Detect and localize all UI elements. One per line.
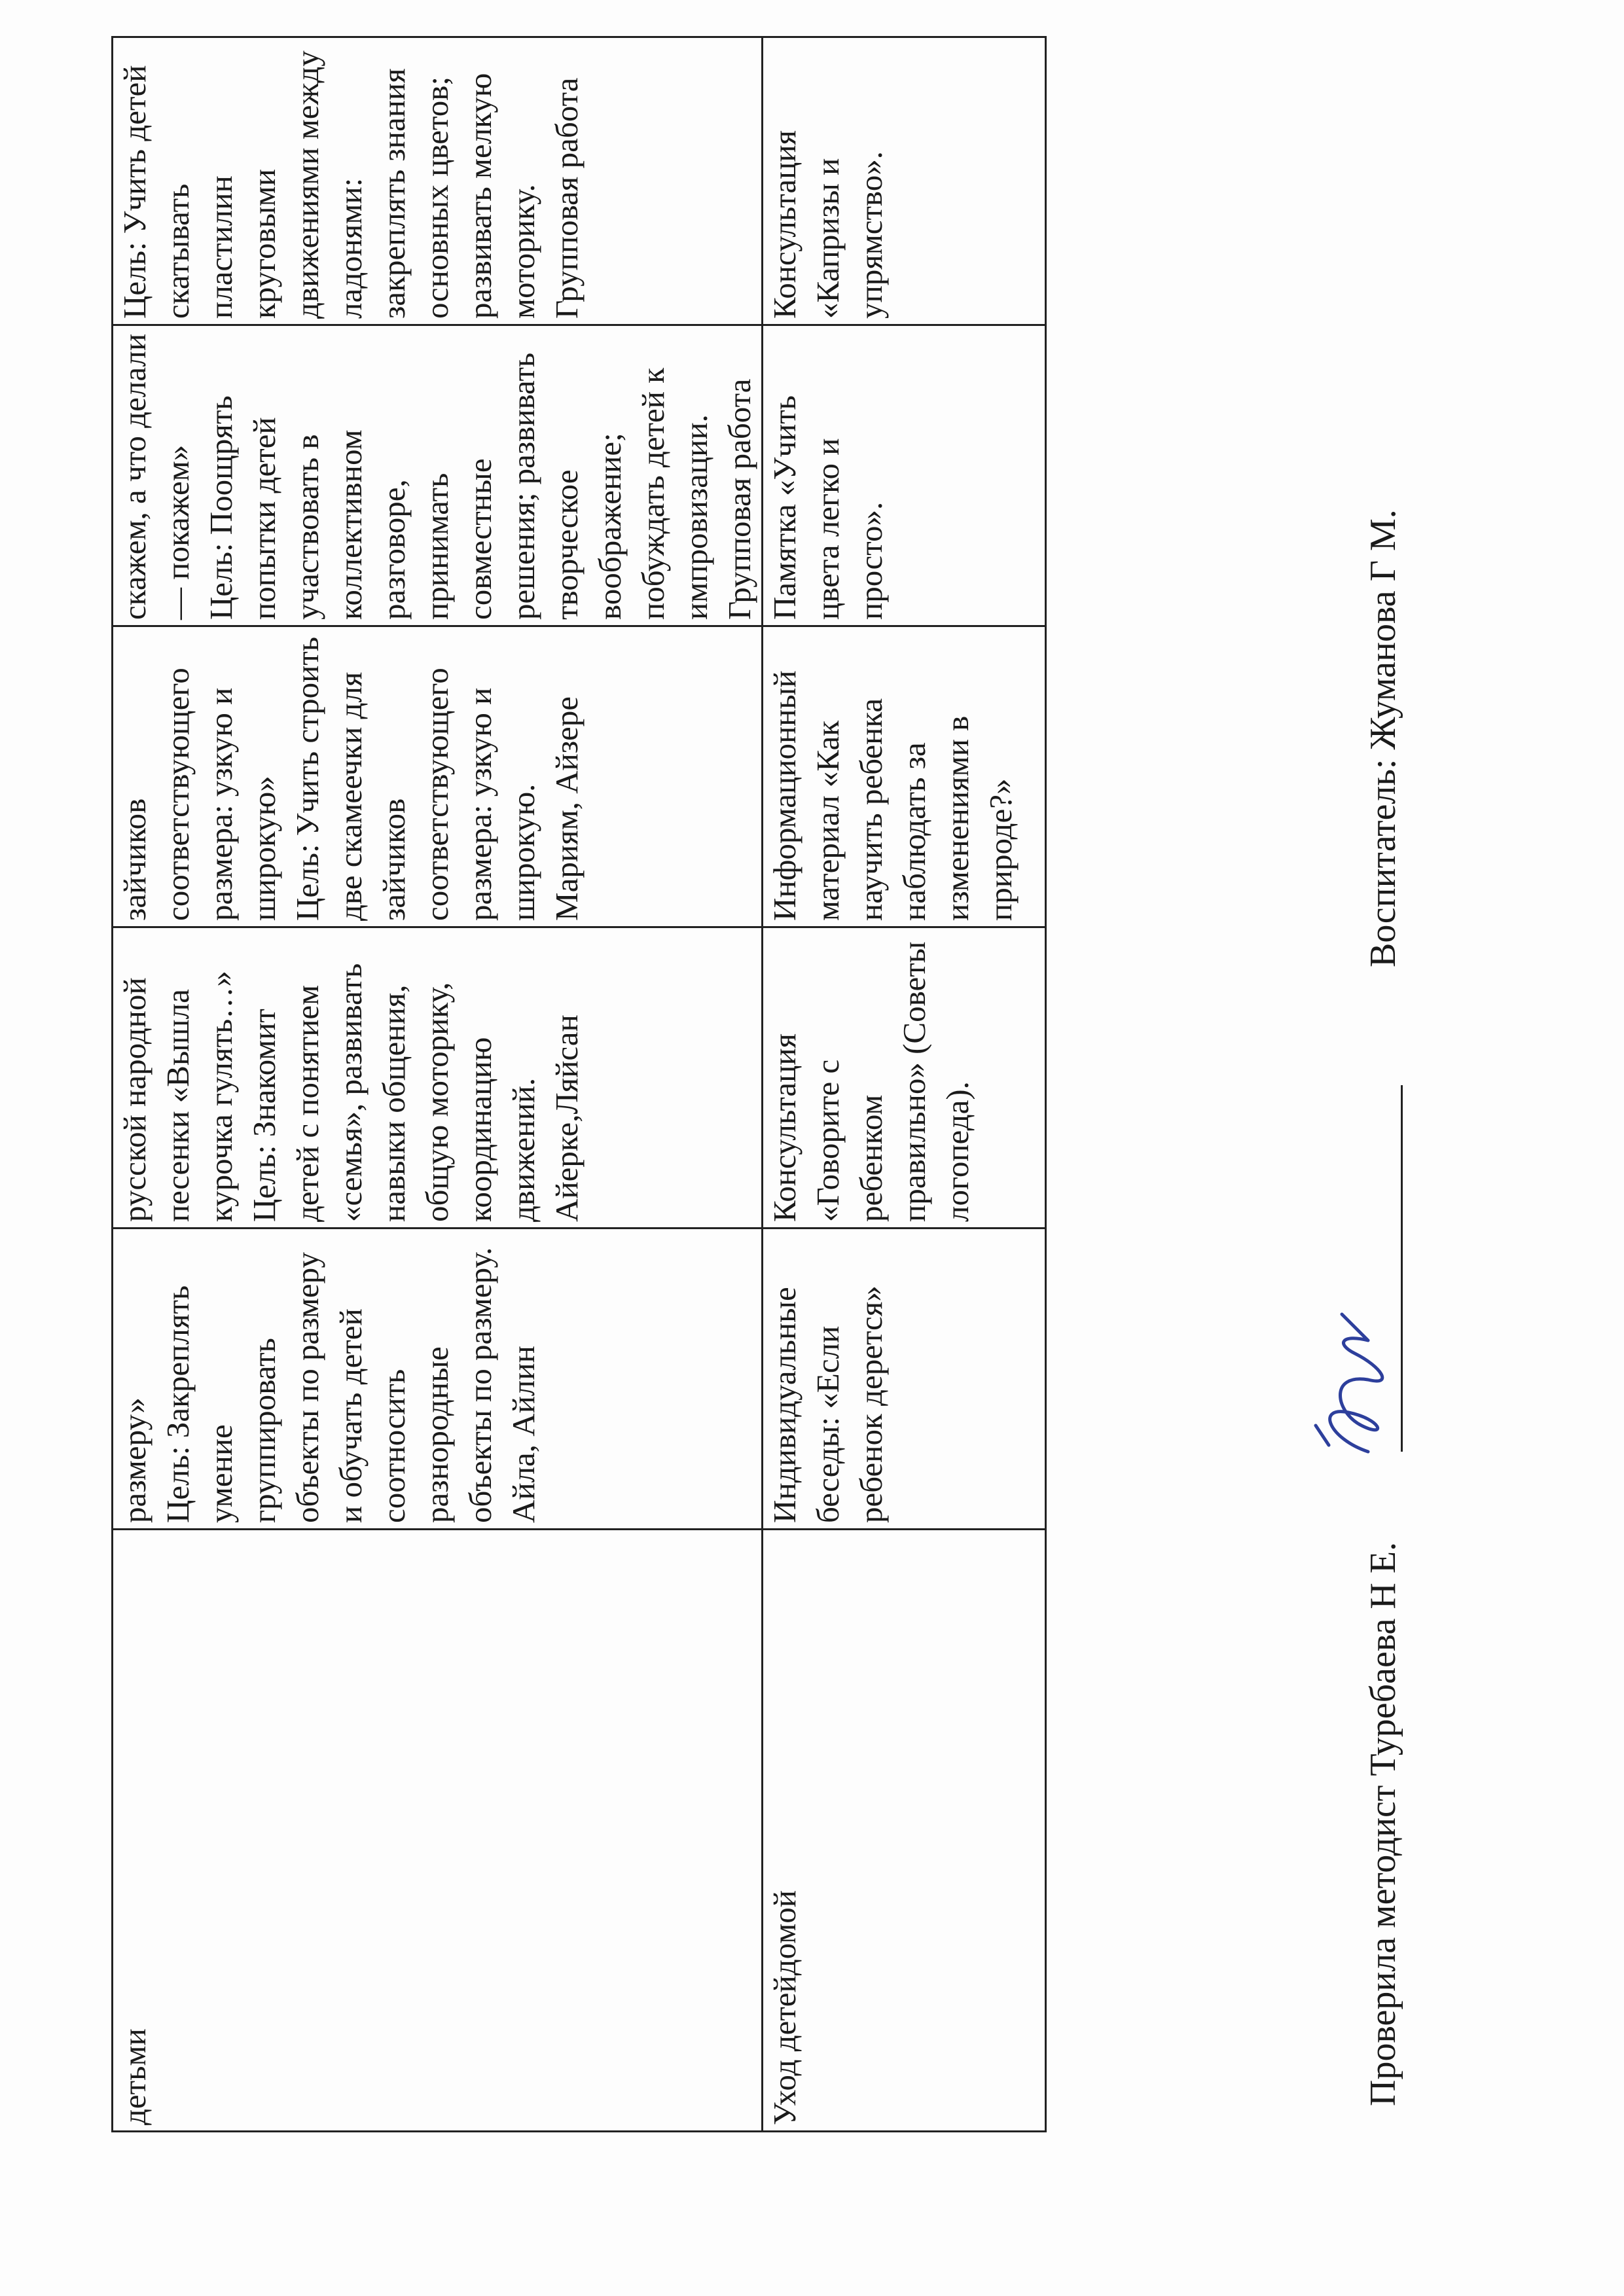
teacher-text: Воспитатель: Жуманова Г М. <box>1363 509 1403 967</box>
table-cell: Консультация «Капризы и упрямство». <box>763 37 1046 325</box>
table-cell: размеру» Цель: Закреплять умение группировать объекты по размеру и обучать детей соотносить разнородные объекты по размеру. Айла, Айлин <box>113 1229 763 1530</box>
table-row <box>113 37 763 2132</box>
weekly-plan-table <box>111 36 1047 2132</box>
table-cell: Информационный материал «Как научить ребенка наблюдать за изменениями в природе?» <box>763 626 1046 927</box>
row-category: детьми <box>113 1530 763 2132</box>
table-cell: зайчиков соответствующего размера: узкую и широкую» Цель: Учить строить две скамеечки для зайчиков соответствующего размера: узкую и широкую. Мариям, Айзере <box>113 626 763 927</box>
signature-line <box>1401 1085 1403 1452</box>
table-cell: Цель: Учить детей скатывать пластилин круговыми движениями между ладонями: закреплять знания основных цветов; развивать мелкую моторику. Групповая работа <box>113 37 763 325</box>
row-category: Уход детейдомой <box>763 1530 1046 2132</box>
table-cell: скажем, а что делали — покажем» Цель: Поощрять попытки детей участвовать в коллективном разговоре, принимать совместные решения; развивать творческое воображение; побуждать детей к импровизации. Групповая работа <box>113 325 763 626</box>
table-cell: Индивидуальные беседы: «Если ребенок дерется» <box>763 1229 1046 1530</box>
table-cell: Консультация «Говорите с ребенком правильно» (Советы логопеда). <box>763 927 1046 1229</box>
table-cell: русской народной песенки «Вышла курочка гулять…» Цель: Знакомит детей с понятием «семья», развивать навыки общения, общую моторику, координацию движений. Айерке,Ляйсан <box>113 927 763 1229</box>
table-row <box>763 37 1046 2132</box>
table-cell: Памятка «Учить цвета легко и просто». <box>763 325 1046 626</box>
signature-image <box>1303 1295 1420 1465</box>
checked-by-text: Проверила методист Туребаева Н Е. <box>1363 1541 1403 2106</box>
